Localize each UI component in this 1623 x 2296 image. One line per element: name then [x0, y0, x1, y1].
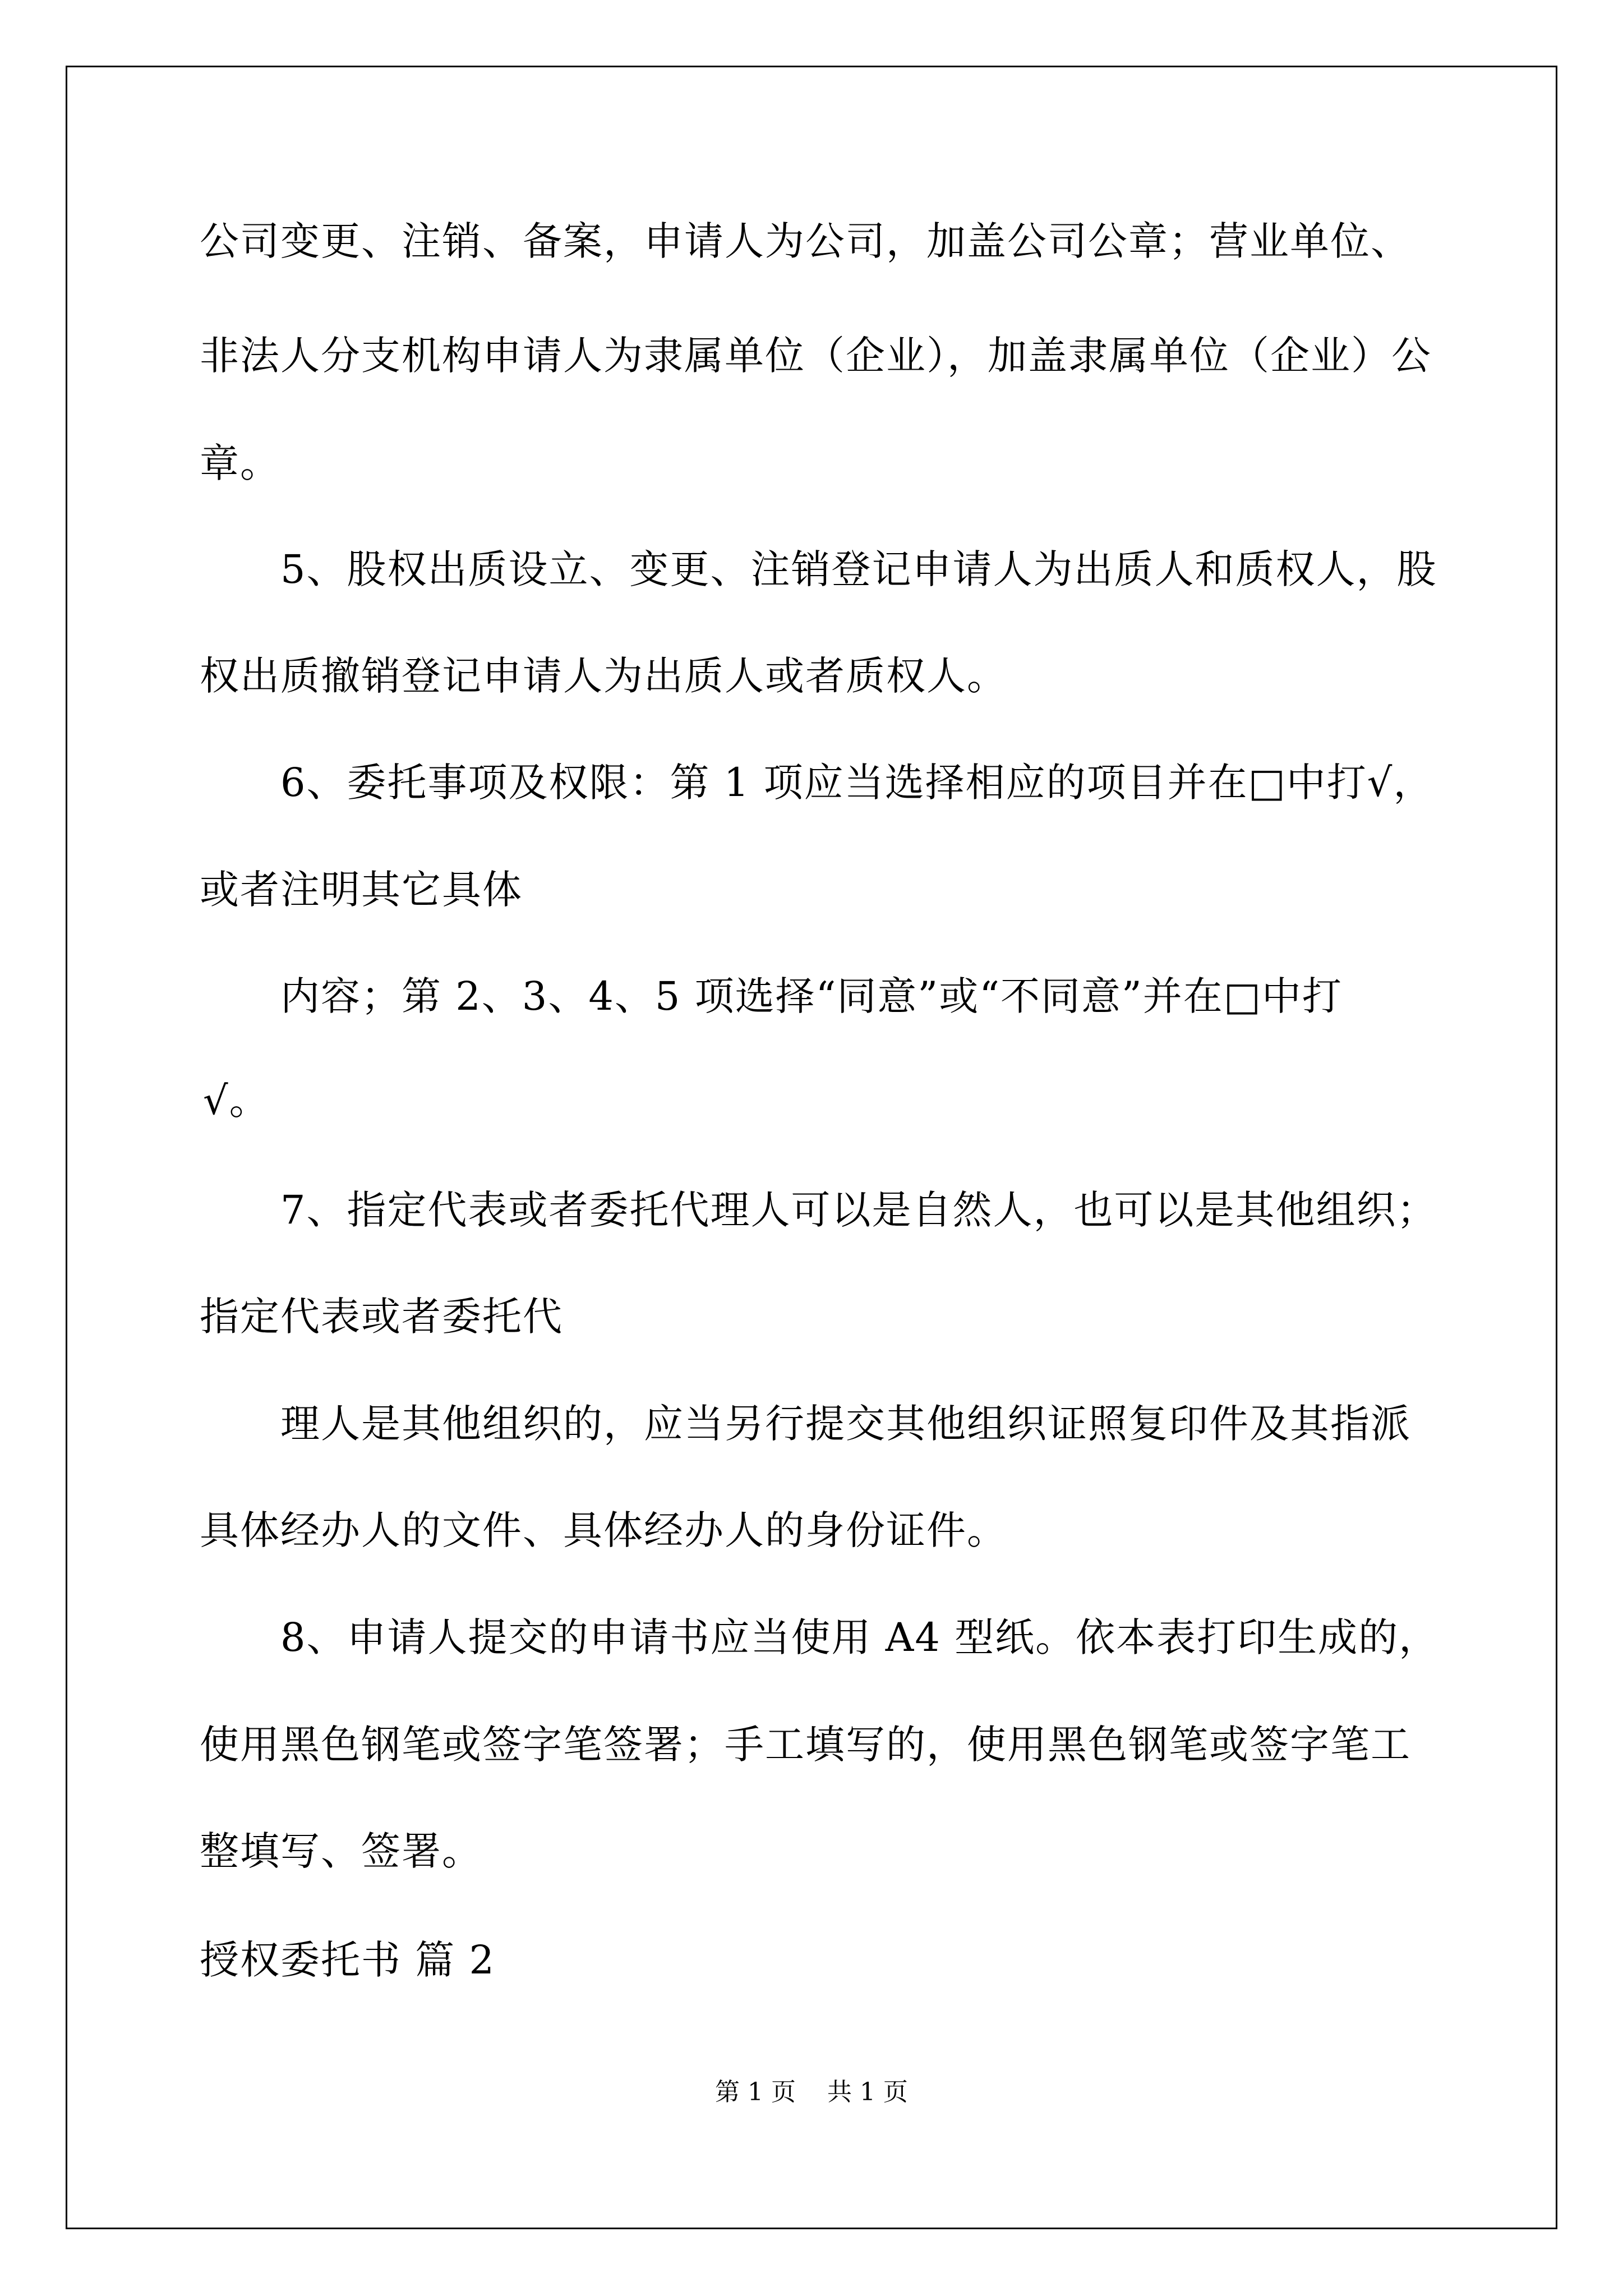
- text-line-14: 8、申请人提交的申请书应当使用 A4 型纸。依本表打印生成的，: [280, 1614, 1440, 1660]
- text-line-8: 内容；第 2、3、4、5 项选择“同意”或“不同意”并在□中打: [280, 973, 1343, 1019]
- text-line-7: 或者注明其它具体: [200, 867, 523, 913]
- text-line-2: 非法人分支机构申请人为隶属单位（企业），加盖隶属单位（企业）公: [200, 333, 1432, 379]
- text-line-4: 5、股权出质设立、变更、注销登记申请人为出质人和质权人，股: [280, 546, 1437, 592]
- text-line-16: 整填写、签署。: [200, 1828, 482, 1874]
- text-line-9: √。: [203, 1078, 270, 1124]
- text-line-1: 公司变更、注销、备案，申请人为公司，加盖公司公章；营业单位、: [200, 218, 1411, 264]
- text-line-11: 指定代表或者委托代: [200, 1294, 563, 1340]
- text-line-10: 7、指定代表或者委托代理人可以是自然人，也可以是其他组织；: [280, 1187, 1437, 1233]
- text-line-13: 具体经办人的文件、具体经办人的身份证件。: [200, 1507, 1007, 1553]
- text-line-5: 权出质撤销登记申请人为出质人或者质权人。: [200, 653, 1007, 699]
- section-heading: 授权委托书 篇 2: [200, 1937, 496, 1983]
- text-line-15: 使用黑色钢笔或签字笔签署；手工填写的，使用黑色钢笔或签字笔工: [200, 1722, 1411, 1768]
- text-line-6: 6、委托事项及权限：第 1 项应当选择相应的项目并在□中打√，: [280, 760, 1434, 806]
- text-line-12: 理人是其他组织的，应当另行提交其他组织证照复印件及其指派: [280, 1401, 1411, 1447]
- page-border: [66, 66, 1557, 2229]
- page-footer: 第 1 页 共 1 页: [715, 2078, 908, 2106]
- text-line-3: 章。: [200, 440, 280, 486]
